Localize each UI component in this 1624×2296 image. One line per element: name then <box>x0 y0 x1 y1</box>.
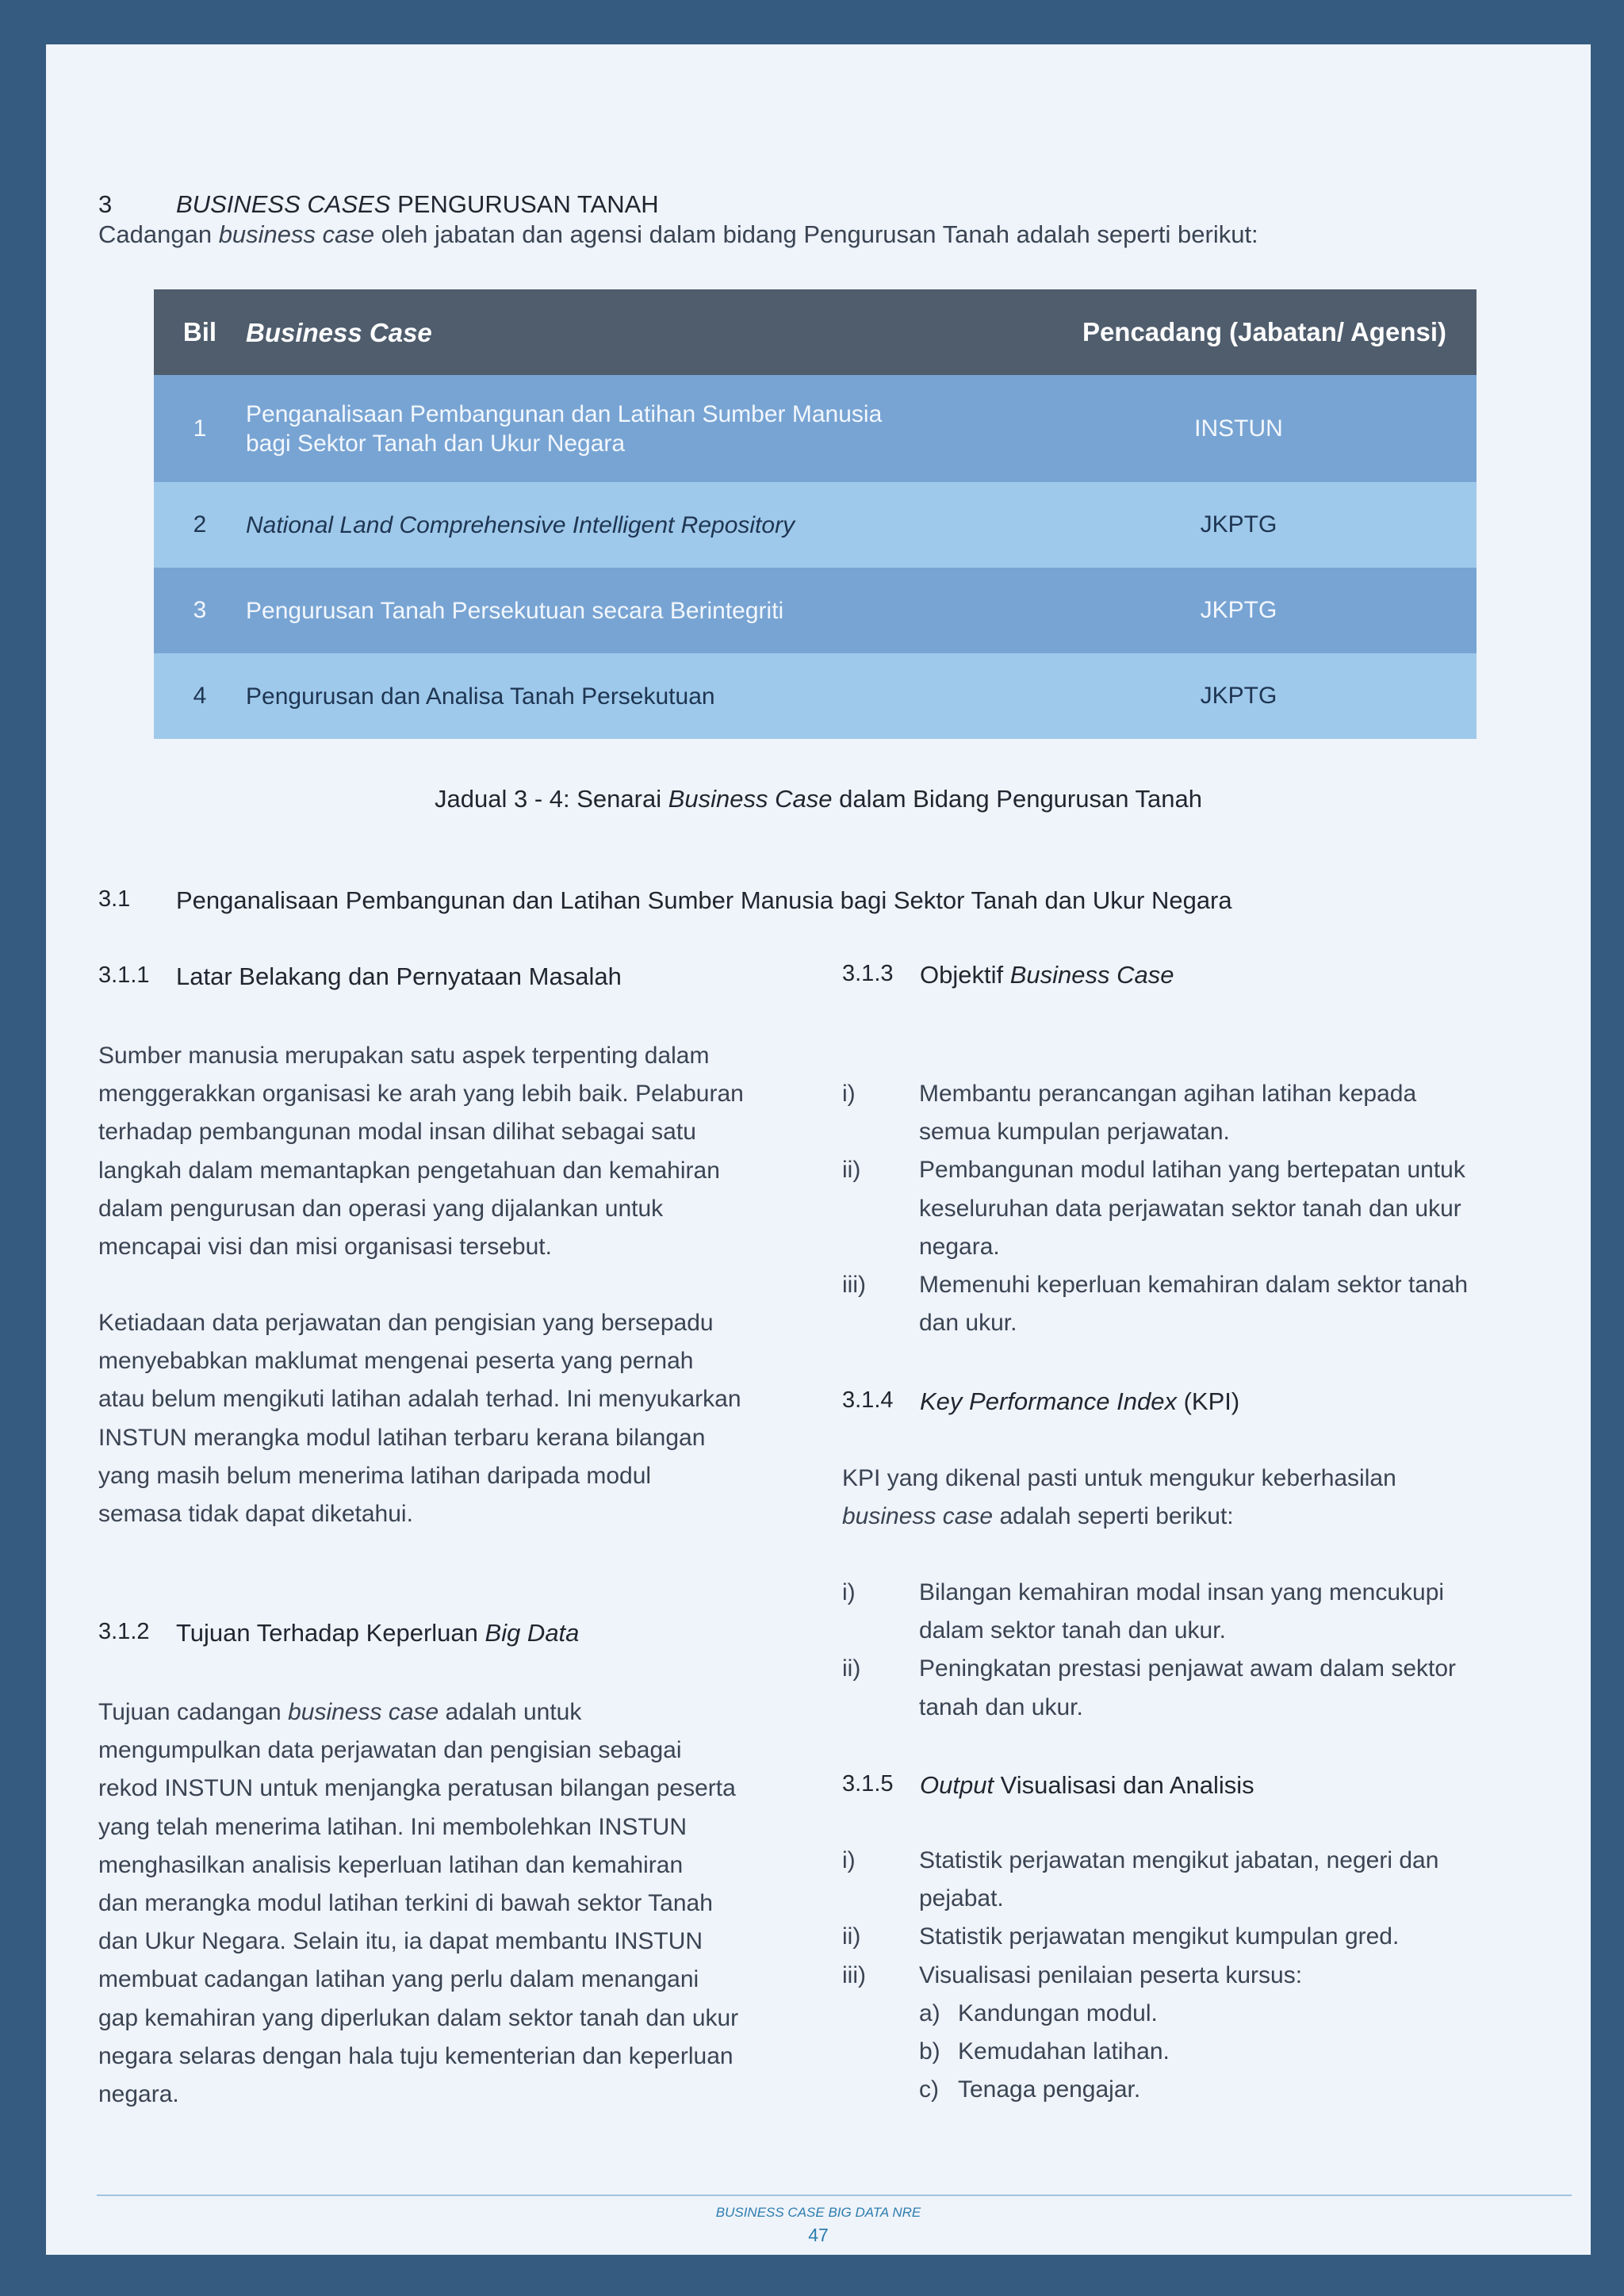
paragraph-problem: Ketiadaan data perjawatan dan pengisian yang bersepadu menyebabkan maklumat mengenai peserta yang pernah atau belum mengikuti latihan adalah terhad. Ini menyukarkan INSTUN merangka modul latihan terbaru kerana bilangan yang masih belum menerima latihan daripada modul semasa tidak dapat diketahui. <box>98 1310 741 1528</box>
paragraph-purpose: Tujuan cadangan business case adalah untuk mengumpulkan data perjawatan dan pengisian sebagai rekod INSTUN untuk menjangka peratusan bilangan peserta yang telah menerima latihan. Ini membolehkan INSTUN menghasilkan analisis keperluan latihan dan kemahiran dan merangka modul latihan terkini di bawah sektor Tanah dan Ukur Negara. Selain itu, ia dapat membantu INSTUN membuat cadangan latihan yang perlu dalam menangani gap kemahiran yang diperlukan dalam sektor tanah dan ukur negara selaras dengan hala tuju kementerian dan keperluan negara. <box>98 1699 739 2108</box>
list-item: ii) Peningkatan prestasi penjawat awam dalam sektor tanah dan ukur. <box>842 1655 1457 1720</box>
list-item: i) Statistik perjawatan mengikut jabatan, negeri dan pejabat. <box>842 1847 1439 1912</box>
heading-3-1-5: 3.1.5 Output Visualisasi dan Analisis <box>842 1771 1254 1799</box>
row-agency: JKPTG <box>1001 568 1477 653</box>
row-business-case: Penganalisaan Pembangunan dan Latihan Sumber Manusia bagi Sektor Tanah dan Ukur Negara <box>246 375 1001 482</box>
list-item: iii) Memenuhi keperluan kemahiran dalam sektor tanah dan ukur. <box>842 1272 1469 1337</box>
heading-3-1-3: 3.1.3 Objektif Business Case <box>842 961 1174 989</box>
kpi-intro: KPI yang dikenal pasti untuk mengukur keberhasilan business case adalah seperti berikut: <box>842 1465 1396 1530</box>
footer-title: BUSINESS CASE BIG DATA NRE <box>715 2205 921 2220</box>
table-row <box>154 653 1477 739</box>
section-number: 3 <box>98 190 113 218</box>
heading-3-1-1: 3.1.1 Latar Belakang dan Pernyataan Masalah <box>98 962 622 990</box>
page-number: 47 <box>808 2225 829 2245</box>
row-bil: 3 <box>154 568 246 653</box>
header-business-case: Business Case <box>246 289 1001 375</box>
list-item: iii) Visualisasi penilaian peserta kursus: a) Kandungan modul. b) Kemudahan latihan. c) Tenaga pengajar. <box>842 1957 1556 2110</box>
paragraph-background: Sumber manusia merupakan satu aspek terpenting dalam menggerakkan organisasi ke arah yang lebih baik. Pelaburan terhadap pembangunan modal insan dilihat sebagai satu langkah dalam memantapkan pengetahuan dan kemahiran dalam pengurusan dan operasi yang dijalankan untuk mencapai visi dan misi organisasi tersebut. <box>98 1043 744 1261</box>
section-heading <box>98 190 1050 222</box>
sub-list-item: c) Tenaga pengajar. <box>919 2076 1141 2103</box>
output-list <box>842 1842 1556 2109</box>
objectives-list <box>842 1075 1556 1342</box>
list-item: i) Membantu perancangan agihan latihan kepada semua kumpulan perjawatan. <box>842 1081 1417 1146</box>
row-business-case: Pengurusan dan Analisa Tanah Persekutuan <box>246 653 1001 739</box>
row-agency: JKPTG <box>1001 653 1477 739</box>
list-item: ii) Pembangunan modul latihan yang bertepatan untuk keseluruhan data perjawatan sektor tanah dan ukur negara. <box>842 1157 1465 1260</box>
row-bil: 1 <box>154 375 246 482</box>
table-row <box>154 375 1477 482</box>
row-business-case: National Land Comprehensive Intelligent Repository <box>246 482 1001 568</box>
subsection-3-1-heading <box>98 886 1526 918</box>
list-item: i) Bilangan kemahiran modal insan yang mencukupi dalam sektor tanah dan ukur. <box>842 1579 1445 1644</box>
subsection-title: Penganalisaan Pembangunan dan Latihan Sumber Manusia bagi Sektor Tanah dan Ukur Negara <box>176 886 1232 914</box>
document-page <box>46 44 1591 2255</box>
kpi-list <box>842 1574 1556 1727</box>
table-header-row <box>154 289 1477 375</box>
subsection-number: 3.1 <box>98 886 131 912</box>
row-bil: 2 <box>154 482 246 568</box>
sub-list-item: b) Kemudahan latihan. <box>919 2038 1170 2065</box>
table-row <box>154 482 1477 568</box>
row-bil: 4 <box>154 653 246 739</box>
sub-list-item: a) Kandungan modul. <box>919 1999 1158 2026</box>
table-row <box>154 568 1477 653</box>
heading-3-1-2: 3.1.2 Tujuan Terhadap Keperluan Big Data <box>98 1619 580 1647</box>
table-caption: Jadual 3 - 4: Senarai Business Case dalam Bidang Pengurusan Tanah <box>435 785 1202 813</box>
header-bil: Bil <box>154 289 246 375</box>
heading-3-1-4: 3.1.4 Key Performance Index (KPI) <box>842 1387 1240 1415</box>
business-case-table <box>154 289 1477 739</box>
header-agency: Pencadang (Jabatan/ Agensi) <box>1001 289 1477 375</box>
footer-divider <box>97 2195 1572 2196</box>
row-agency: JKPTG <box>1001 482 1477 568</box>
list-item: ii) Statistik perjawatan mengikut kumpulan gred. <box>842 1923 1400 1950</box>
row-business-case: Pengurusan Tanah Persekutuan secara Berintegriti <box>246 568 1001 653</box>
intro-paragraph: Cadangan business case oleh jabatan dan agensi dalam bidang Pengurusan Tanah adalah seperti berikut: <box>98 220 1258 248</box>
section-title: BUSINESS CASES PENGURUSAN TANAH <box>176 190 659 218</box>
row-agency: INSTUN <box>1001 375 1477 482</box>
